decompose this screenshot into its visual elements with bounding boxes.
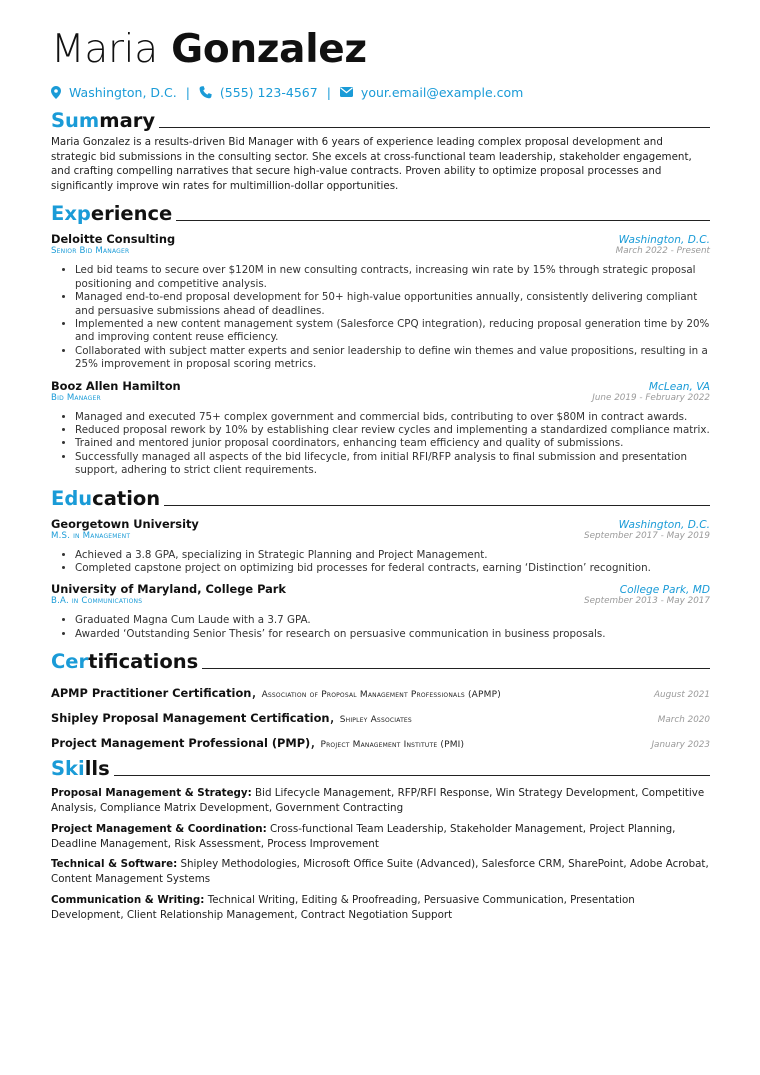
entry-date: September 2017 - May 2019 [584, 530, 710, 541]
heading-accent: Ski [51, 757, 85, 781]
school: Georgetown University [51, 516, 199, 531]
summary-heading [51, 108, 710, 132]
heading-rule [114, 775, 710, 776]
bullet-item: • Managed end-to-end proposal development for 50+ high-value opportunities annually, consistently delivering compliant and persuasive submissions ahead of deadlines. [75, 291, 710, 318]
bullet-item: • Collaborated with subject matter experts and senior leadership to define win themes and value propositions, resulting in a 25% improvement in proposal scoring metrics. [75, 345, 710, 372]
heading-accent: Edu [51, 486, 93, 510]
cert-issuer: Project Management Institute (PMI) [320, 740, 465, 751]
bullet-list [51, 614, 710, 641]
contact-location [51, 85, 177, 100]
bullet-item: • Achieved a 3.8 GPA, specializing in Strategic Planning and Project Management. [75, 549, 710, 562]
summary-text: Maria Gonzalez is a results-driven Bid Manager with 6 years of experience leading complex proposal development and strategic bid submissions in the consulting sector. She excels at cross-functional team leadership, stakeholder engagement, and crafting compelling narratives that secure high-value contracts. Proven ability to optimize proposal processes and significantly improve win rates for multimillion-dollar opportunities. [51, 136, 692, 192]
job-title: Senior Bid Manager [51, 246, 130, 257]
entry-location: McLean, VA [648, 380, 710, 393]
bullet-item: • Awarded ‘Outstanding Senior Thesis’ for research on persuasive communication in business proposals. [75, 628, 710, 641]
heading-rest: cation [92, 486, 161, 510]
school: University of Maryland, College Park [51, 582, 286, 597]
contact-line [51, 84, 710, 100]
heading-rest: tifications [88, 650, 199, 674]
skill-list: Cross-functional Team Leadership, Stakeholder Management, Project Planning, Deadline Management, Risk Assessment, Process Improvement [51, 822, 676, 850]
heading-rest: mary [99, 109, 156, 132]
skill-list: Bid Lifecycle Management, RFP/RFI Response, Win Strategy Development, Competitive Analysis, Compliance Matrix Development, Government Contracting [51, 787, 705, 815]
heading-rule [159, 127, 710, 128]
skill-group [51, 822, 710, 852]
cert-title: APMP Practitioner Certification [51, 686, 252, 701]
skill-group [51, 857, 710, 887]
bullet-item: • Completed capstone project on optimizing bid processes for federal contracts, earning ‘Distinction’ recognition. [75, 562, 710, 575]
cert-title: Project Management Professional (PMP) [51, 736, 311, 751]
bullet-item: • Successfully managed all aspects of the bid lifecycle, from initial RFI/RFP analysis to final submission and presentation support, adhering to strict client requirements. [75, 451, 710, 478]
skill-label: Technical & Software: [51, 858, 178, 871]
certifications-heading [51, 649, 710, 673]
bullet-item: • Graduated Magna Cum Laude with a 3.7 GPA. [75, 614, 710, 627]
heading-rule [176, 220, 710, 221]
skill-list: Technical Writing, Editing & Proofreading, Persuasive Communication, Presentation Development, Client Relationship Management, Contract Negotiation Support [51, 894, 635, 921]
bullet-list [51, 549, 710, 576]
employer: Deloitte Consulting [51, 232, 176, 247]
contact-phone[interactable] [199, 85, 318, 100]
skill-list: Shipley Methodologies, Microsoft Office Suite (Advanced), Salesforce CRM, SharePoint, Adobe Acrobat, Content Management Systems [51, 858, 709, 886]
degree: M.S. in Management [51, 530, 131, 541]
bullet-item: • Trained and mentored junior proposal coordinators, enhancing team efficiency and quality of submissions. [75, 437, 710, 450]
bullet-list [51, 411, 710, 478]
entry-location: College Park, MD [619, 584, 710, 597]
cert-date: March 2020 [657, 715, 710, 726]
skill-label: Proposal Management & Strategy: [51, 787, 252, 800]
heading-rule [202, 668, 710, 669]
education-heading [51, 486, 710, 510]
certification-item: Project Management Professional (PMP), Project Management Institute (PMI) January 2023 [51, 732, 710, 752]
email-link: your.email@example.com [360, 84, 524, 100]
entry-date: September 2013 - May 2017 [584, 596, 710, 607]
entry-location: Washington, D.C. [618, 518, 710, 531]
skill-group [51, 786, 710, 816]
cert-date: January 2023 [651, 740, 710, 751]
first-name: Maria [51, 27, 158, 72]
bullet-item: • Led bid teams to secure over $120M in new consulting contracts, increasing win rate by 15% through strategic proposal positioning and competitive analysis. [75, 264, 710, 291]
employer: Booz Allen Hamilton [51, 378, 181, 393]
cert-date: August 2021 [654, 690, 710, 701]
cert-issuer: Shipley Associates [339, 715, 412, 726]
experience-heading [51, 201, 710, 225]
bullet-item: • Managed and executed 75+ complex government and commercial bids, contributing to over $80M in contract awards. [75, 411, 710, 424]
heading-rest: lls [84, 757, 110, 781]
last-name: Gonzalez [171, 27, 367, 72]
skills-heading [51, 756, 710, 780]
location-text: Washington, D.C. [69, 84, 177, 100]
bullet-list [51, 264, 710, 371]
certification-item: APMP Practitioner Certification, Association of Proposal Management Professionals (APMP) August 2021 [51, 682, 710, 702]
experience-entry [51, 232, 710, 371]
certification-item: Shipley Proposal Management Certification, Shipley Associates March 2020 [51, 707, 710, 727]
skill-group [51, 893, 710, 923]
job-title: Bid Manager [51, 392, 101, 403]
education-entry [51, 582, 710, 641]
cert-issuer: Association of Proposal Management Professionals (APMP) [261, 690, 501, 701]
map-pin-icon [51, 86, 61, 99]
entry-date: June 2019 - February 2022 [592, 392, 710, 403]
entry-location: Washington, D.C. [618, 234, 710, 247]
heading-accent: Sum [51, 109, 100, 132]
envelope-icon [340, 87, 353, 97]
phone-icon [199, 86, 212, 99]
heading-rest: erience [90, 202, 173, 226]
skill-label: Communication & Writing: [51, 894, 205, 907]
phone-text: (555) 123-4567 [219, 84, 318, 100]
entry-date: March 2022 - Present [615, 246, 710, 257]
candidate-name [51, 26, 710, 74]
bullet-item: • Implemented a new content management system (Salesforce CPQ integration), reducing proposal generation time by 20% and improving content reuse efficiency. [75, 318, 710, 345]
experience-entry [51, 379, 710, 478]
degree: B.A. in Communications [51, 596, 143, 607]
heading-accent: Exp [51, 202, 91, 226]
contact-separator: | [326, 84, 331, 100]
skill-label: Project Management & Coordination: [51, 822, 267, 835]
heading-rule [164, 505, 710, 506]
contact-separator: | [185, 84, 190, 100]
education-entry [51, 517, 710, 576]
contact-email[interactable] [340, 85, 523, 100]
cert-title: Shipley Proposal Management Certification [51, 711, 330, 726]
bullet-item: • Reduced proposal rework by 10% by establishing clear review cycles and implementing a standardized compliance matrix. [75, 424, 710, 437]
heading-accent: Cer [51, 650, 89, 674]
